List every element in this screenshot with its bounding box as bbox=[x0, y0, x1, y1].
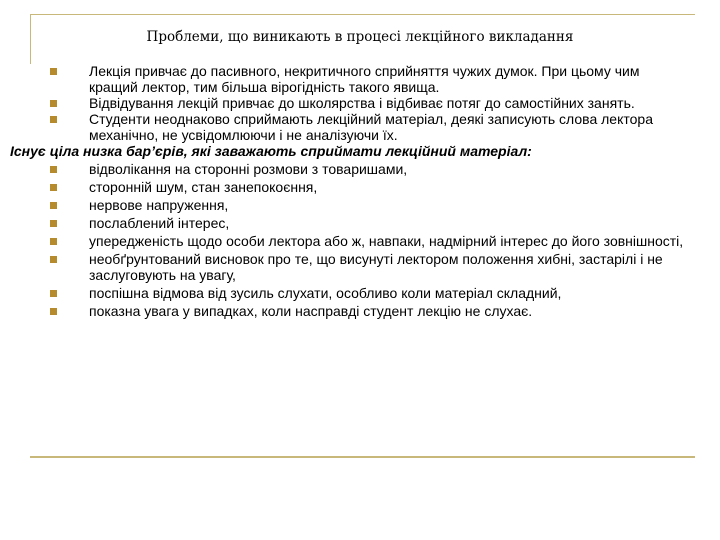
barrier-text: послаблений інтерес, bbox=[89, 215, 230, 231]
barrier-item bbox=[10, 215, 690, 231]
barrier-item bbox=[10, 251, 690, 283]
slide-title: Проблеми, що виникають в процесі лекційного викладання bbox=[146, 29, 574, 45]
bullet-text: Студенти неоднаково сприймають лекційний матеріал, деякі записують слова лектора механічно, не усвідомлюючи і не аналізуючи їх. bbox=[89, 111, 653, 143]
barrier-item bbox=[10, 233, 690, 249]
bullet-text: Лекція привчає до пасивного, некритичного сприйняття чужих думок. При цьому чим кращий лектор, тим більша вірогідність такого явища. bbox=[89, 63, 640, 95]
barrier-text: упередженість щодо особи лектора або ж, навпаки, надмірний інтерес до його зовнішності, bbox=[89, 233, 684, 249]
square-bullet-icon bbox=[50, 184, 57, 191]
square-bullet-icon bbox=[50, 116, 57, 123]
square-bullet-icon bbox=[50, 100, 57, 107]
barrier-text: поспішна відмова від зусиль слухати, особливо коли матеріал складний, bbox=[89, 285, 562, 301]
square-bullet-icon bbox=[50, 220, 57, 227]
barrier-item bbox=[10, 303, 690, 319]
barrier-item bbox=[10, 179, 690, 195]
barrier-text: нервове напруження, bbox=[89, 197, 229, 213]
square-bullet-icon bbox=[50, 290, 57, 297]
frame-top-line bbox=[30, 14, 695, 15]
bullet-item bbox=[10, 95, 690, 111]
barrier-text: відволікання на сторонні розмови з товаришами, bbox=[89, 161, 408, 177]
barrier-item bbox=[10, 285, 690, 301]
barriers-heading: Існує ціла низка бар’єрів, які заважають сприймати лекційний матеріал: bbox=[10, 143, 532, 159]
square-bullet-icon bbox=[50, 238, 57, 245]
barrier-text: необґрунтований висновок про те, що висунуті лектором положення хибні, застарілі і не заслуговують на увагу, bbox=[89, 251, 663, 283]
square-bullet-icon bbox=[50, 202, 57, 209]
bullet-text: Відвідування лекцій привчає до школярства і відбиває потяг до самостійних занять. bbox=[89, 95, 635, 111]
square-bullet-icon bbox=[50, 68, 57, 75]
frame-bottom-line bbox=[30, 456, 695, 458]
bullet-item bbox=[10, 111, 690, 143]
barrier-text: показна увага у випадках, коли насправді студент лекцію не слухає. bbox=[89, 303, 533, 319]
bullet-item bbox=[10, 63, 690, 95]
barrier-text: сторонній шум, стан занепокоєння, bbox=[89, 179, 318, 195]
square-bullet-icon bbox=[50, 166, 57, 173]
square-bullet-icon bbox=[50, 308, 57, 315]
slide-content bbox=[10, 63, 690, 319]
square-bullet-icon bbox=[50, 256, 57, 263]
barrier-item bbox=[10, 197, 690, 213]
barrier-item bbox=[10, 161, 690, 177]
